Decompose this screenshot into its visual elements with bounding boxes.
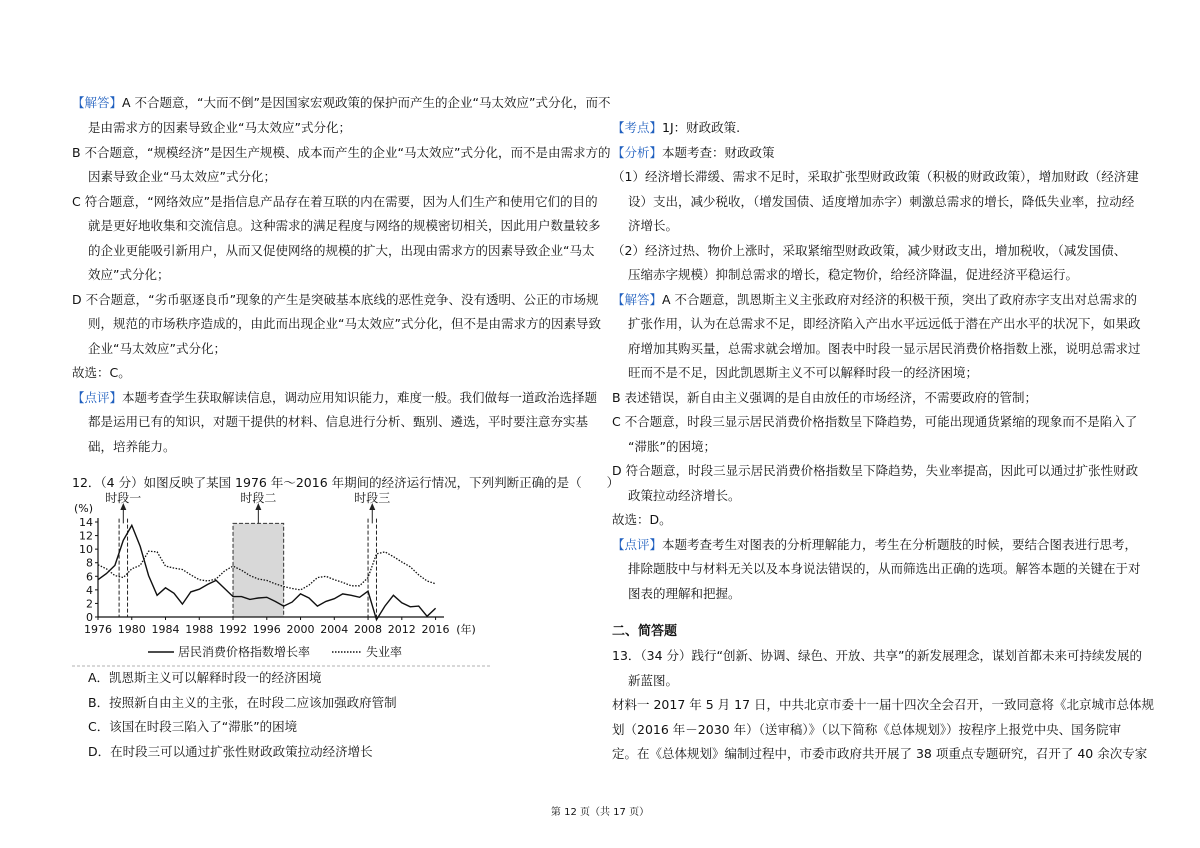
x-tick-label: 1996 bbox=[252, 623, 281, 636]
q13-stem-2: 新蓝图。 bbox=[628, 673, 679, 688]
x-tick-label: 2000 bbox=[286, 623, 315, 636]
x-tick-label: 1992 bbox=[219, 623, 248, 636]
q11-answer-a bbox=[72, 94, 610, 111]
answer-tag: 【解答】 bbox=[612, 292, 663, 307]
x-tick-label: 1988 bbox=[185, 623, 214, 636]
q12-option-c: C．该国在时段三陷入了“滞胀”的困境 bbox=[88, 719, 298, 734]
q12-option-a: A．凯恩斯主义可以解释时段一的经济困境 bbox=[88, 670, 322, 685]
jieda-a-4: 旺而不是不足，因此凯恩斯主义不可以解释时段一的经济困境； bbox=[628, 365, 979, 380]
period-label: 时段一 bbox=[105, 491, 142, 505]
fenxi bbox=[612, 144, 775, 161]
x-tick-label: 2016 bbox=[421, 623, 450, 636]
q11-review-3: 础，培养能力。 bbox=[88, 439, 176, 454]
period-label: 时段二 bbox=[240, 491, 277, 505]
y-axis-label: (%) bbox=[74, 502, 94, 515]
period-label: 时段三 bbox=[354, 491, 391, 505]
text: 本题考查：财政政策 bbox=[662, 145, 775, 160]
x-tick-label: 2008 bbox=[354, 623, 383, 636]
jieda-c: C 不合题意，时段三显示居民消费价格指数呈下降趋势，可能出现通货紧缩的现象而不是陷入了 bbox=[612, 414, 1138, 429]
text: A 不合题意，凯恩斯主义主张政府对经济的积极干预，突出了政府赤字支出对总需求的 bbox=[662, 292, 1138, 307]
y-tick-label: 4 bbox=[86, 583, 93, 597]
y-tick-label: 0 bbox=[86, 611, 93, 624]
text: 本题考查考生对图表的分析理解能力，考生在分析题肢的时候，要结合图表进行思考， bbox=[662, 537, 1138, 552]
q12-stem: 12．（4 分）如图反映了某国 1976 年～2016 年期间的经济运行情况，下列判断正确的是（ ） bbox=[72, 475, 620, 490]
x-tick-label: 1984 bbox=[151, 623, 180, 636]
fenxi-2-2: 压缩赤字规模）抑制总需求的增长，稳定物价，给经济降温，促进经济平稳运行。 bbox=[628, 267, 1079, 282]
jieda-b: B 表述错误，新自由主义强调的是自由放任的市场经济，不需要政府的管制； bbox=[612, 390, 1038, 405]
q11-answer-c-4: 效应”式分化； bbox=[88, 267, 170, 282]
y-tick-label: 8 bbox=[86, 556, 93, 570]
jieda-d-2: 政策拉动经济增长。 bbox=[628, 488, 741, 503]
q11-answer-c-2: 就是更好地收集和交流信息。这种需求的满足程度与网络的规模密切相关，因此用户数量较多 bbox=[88, 218, 601, 233]
page-footer: 第 12 页（共 17 页） bbox=[550, 807, 650, 818]
y-tick-label: 2 bbox=[86, 597, 93, 611]
q11-choice: 故选：C。 bbox=[72, 365, 131, 380]
q11-answer-c-3: 的企业更能吸引新用户，从而又促使网络的规模的扩大，出现由需求方的因素导致企业“马太 bbox=[88, 243, 595, 258]
q11-answer-d-3: 企业“马太效应”式分化； bbox=[88, 341, 226, 356]
legend-cpi: 居民消费价格指数增长率 bbox=[178, 645, 311, 659]
text: 1J：财政政策. bbox=[662, 120, 741, 135]
jieda-c-2: “滞胀”的困境； bbox=[628, 439, 716, 454]
jieda-a-2: 扩张作用，认为在总需求不足，即经济陷入产出水平远远低于潜在产出水平的状况下，如果政 bbox=[628, 316, 1141, 331]
x-tick-label: 2004 bbox=[320, 623, 349, 636]
fenxi-tag: 【分析】 bbox=[612, 145, 663, 160]
x-tick-label: 1980 bbox=[117, 623, 146, 636]
jieda-a-3: 府增加其购买量，总需求就会增加。图表中时段一显示居民消费价格指数上涨，说明总需求过 bbox=[628, 341, 1141, 356]
q12-option-d: D．在时段三可以通过扩张性财政政策拉动经济增长 bbox=[88, 744, 373, 759]
q11-answer-c: C 符合题意，“网络效应”是指信息产品存在着互联的内在需要，因为人们生产和使用它们的目的 bbox=[72, 194, 598, 209]
q11-answer-b: B 不合题意，“规模经济”是因生产规模、成本而产生的企业“马太效应”式分化，而不是由需求方的 bbox=[72, 145, 611, 160]
q11-answer-a-2: 是由需求方的因素导致企业“马太效应”式分化； bbox=[88, 120, 351, 135]
jieda-d: D 符合题意，时段三显示居民消费价格指数呈下降趋势，失业率提高，因此可以通过扩张性财政 bbox=[612, 463, 1139, 478]
q11-answer-d-2: 则，规范的市场秩序造成的，由此而出现企业“马太效应”式分化，但不是由需求方的因素导致 bbox=[88, 316, 601, 331]
q11-review bbox=[72, 389, 597, 406]
q11-review-2: 都是运用已有的知识，对题干提供的材料、信息进行分析、甄别、遴选，平时要注意夯实基 bbox=[88, 414, 589, 429]
q12-option-b: B．按照新自由主义的主张，在时段二应该加强政府管制 bbox=[88, 695, 397, 710]
legend-unemployment: 失业率 bbox=[366, 645, 403, 659]
q11-answer-b-2: 因素导致企业“马太效应”式分化； bbox=[88, 169, 276, 184]
q12-review bbox=[612, 536, 1137, 553]
economy-chart bbox=[72, 490, 502, 670]
kaodian-tag: 【考点】 bbox=[612, 120, 663, 135]
review-tag: 【点评】 bbox=[72, 390, 123, 405]
text: A 不合题意，“大而不倒”是因国家宏观政策的保护而产生的企业“马太效应”式分化，而不 bbox=[122, 95, 611, 110]
y-tick-label: 10 bbox=[79, 543, 93, 557]
q11-answer-d: D 不合题意，“劣币驱逐良币”现象的产生是突破基本底线的恶性竞争、没有透明、公正的市场规 bbox=[72, 292, 599, 307]
material-1-2: 划（2016 年－2030 年）（送审稿）》（以下简称《总体规划》）按程序上报党中央、国务院审 bbox=[612, 722, 1122, 737]
q12-choice: 故选：D。 bbox=[612, 512, 672, 527]
fenxi-1-2: 设）支出，减少税收，（增发国债、适度增加赤字）刺激总需求的增长，降低失业率，拉动经 bbox=[628, 194, 1135, 209]
answer-tag: 【解答】 bbox=[72, 95, 123, 110]
y-tick-label: 12 bbox=[79, 529, 93, 543]
x-tick-label: 2012 bbox=[387, 623, 416, 636]
fenxi-1: （1）经济增长滞缓、需求不足时，采取扩张型财政政策（积极的财政政策），增加财政（经济建 bbox=[612, 169, 1139, 184]
period-box bbox=[233, 523, 284, 617]
x-tick-label: 1976 bbox=[84, 623, 112, 636]
fenxi-2: （2）经济过热、物价上涨时，采取紧缩型财政政策，减少财政支出，增加税收，（减发国债、 bbox=[612, 243, 1127, 258]
y-tick-label: 6 bbox=[86, 570, 93, 584]
q12-review-2: 排除题肢中与材料无关以及本身说法错误的，从而筛选出正确的选项。解答本题的关键在于对 bbox=[628, 561, 1141, 576]
fenxi-1-3: 济增长。 bbox=[628, 218, 679, 233]
jieda-a bbox=[612, 291, 1137, 308]
material-1-3: 定。在《总体规划》编制过程中，市委市政府共开展了 38 项重点专题研究，召开了 40 余次专家 bbox=[612, 746, 1148, 761]
x-axis-unit: (年) bbox=[456, 623, 476, 636]
y-tick-label: 14 bbox=[79, 516, 93, 529]
kaodian bbox=[612, 119, 740, 136]
q12-review-3: 图表的理解和把握。 bbox=[628, 586, 741, 601]
material-1: 材料一 2017 年 5 月 17 日，中共北京市委十一届十四次全会召开，一致同意将《北京城市总体规 bbox=[612, 697, 1155, 712]
q13-stem: 13．（34 分）践行“创新、协调、绿色、开放、共享”的新发展理念，谋划首都未来可持续发展的 bbox=[612, 648, 1142, 663]
text: 本题考查学生获取解读信息，调动应用知识能力，难度一般。我们做每一道政治选择题 bbox=[122, 390, 598, 405]
section-heading: 二、简答题 bbox=[612, 624, 678, 639]
review-tag: 【点评】 bbox=[612, 537, 663, 552]
